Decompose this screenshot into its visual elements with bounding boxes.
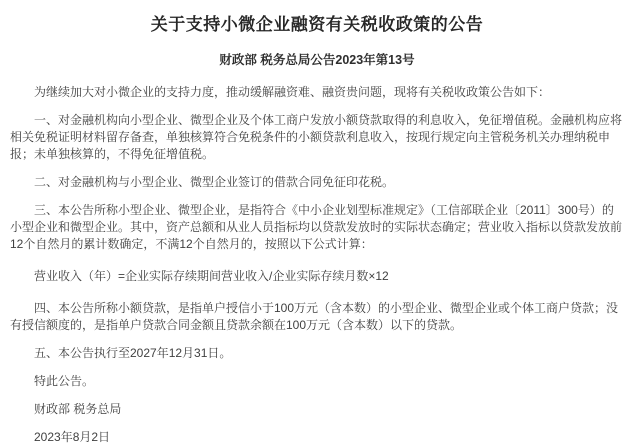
issue-date: 2023年8月2日 xyxy=(34,430,111,444)
issuing-authority-signature: 财政部 税务总局 xyxy=(34,402,122,416)
paragraph-intro: 为继续加大对小微企业的支持力度，推动缓解融资难、融资贵问题，现将有关税收政策公告如下： xyxy=(34,85,551,99)
policy-item-5: 五、本公告执行至2027年12月31日。 xyxy=(34,346,232,360)
policy-item-4: 四、本公告所称小额贷款，是指单户授信小于100万元（含本数）的小型企业、微型企业或个体工商户贷款；没有授信额度的，是指单户贷款合同金额且贷款余额在100万元（含本数）以下的贷款。 xyxy=(10,301,619,332)
document-title: 关于支持小微企业融资有关税收政策的公告 xyxy=(150,15,484,34)
closing-statement: 特此公告。 xyxy=(34,374,95,388)
revenue-formula: 营业收入（年）=企业实际存续期间营业收入/企业实际存续月数×12 xyxy=(34,269,389,283)
policy-item-1: 一、对金融机构向小型企业、微型企业及个体工商户发放小额贷款取得的利息收入，免征增值税。金融机构应将相关免税证明材料留存备查，单独核算符合免税条件的小额贷款利息收入，按现行规定向主管税务机关办理纳税申报；未单独核算的，不得免征增值税。 xyxy=(10,113,623,161)
policy-item-2: 二、对金融机构与小型企业、微型企业签订的借款合同免征印花税。 xyxy=(34,175,395,189)
document-number-subtitle: 财政部 税务总局公告2023年第13号 xyxy=(219,53,415,67)
document-body xyxy=(10,84,624,446)
policy-item-3: 三、本公告所称小型企业、微型企业，是指符合《中小企业划型标准规定》（工信部联企业〔2011〕300号）的小型企业和微型企业。其中，资产总额和从业人员指标均以贷款发放时的实际状态确定；营业收入指标以贷款发放前12个自然月的累计数确定，不满12个自然月的，按照以下公式计算： xyxy=(10,203,623,251)
